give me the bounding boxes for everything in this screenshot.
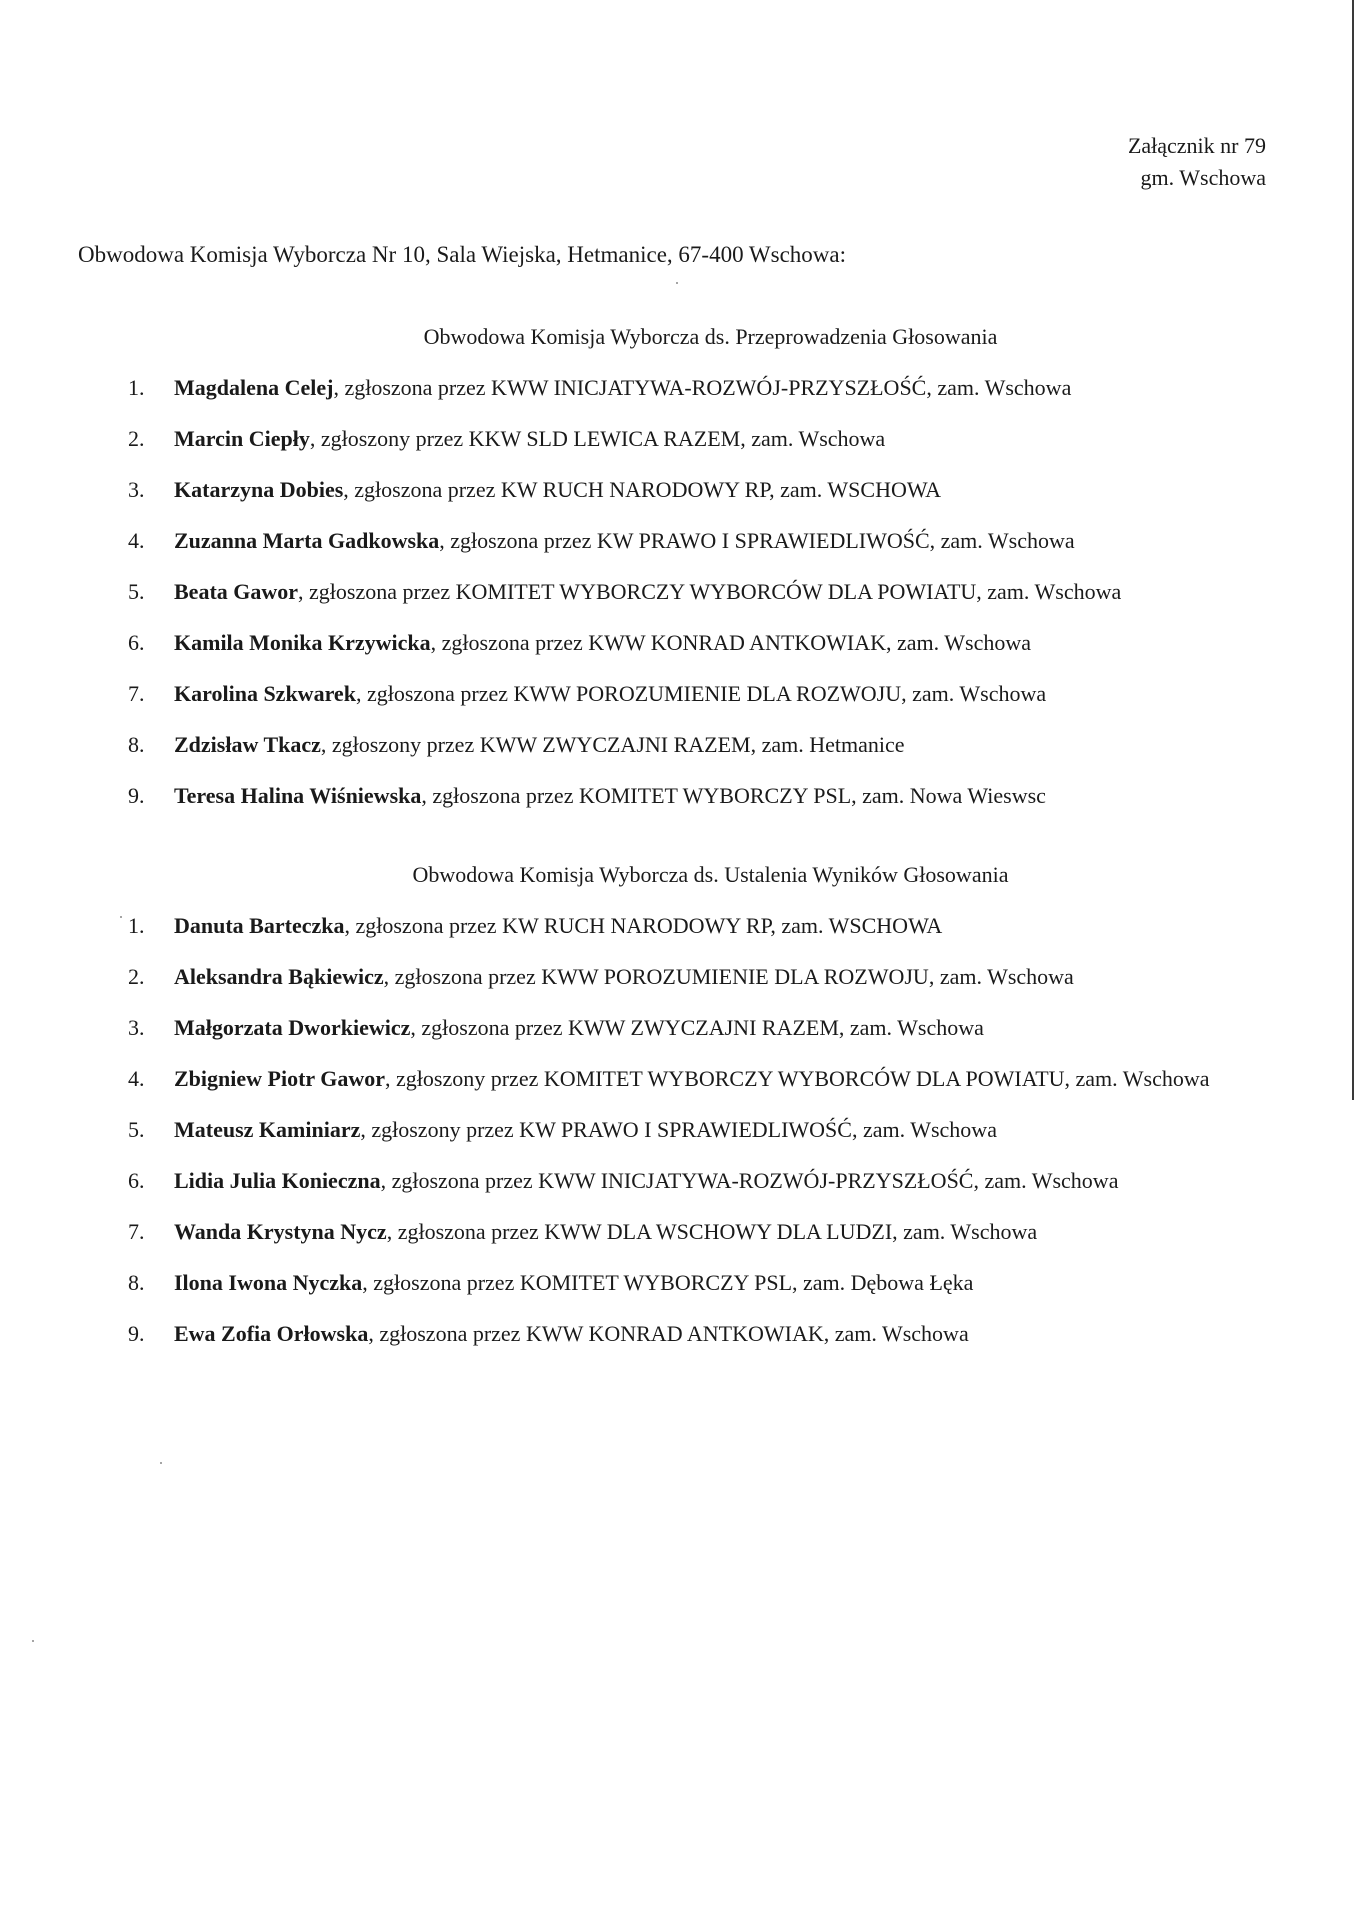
- member-name: Małgorzata Dworkiewicz: [174, 1015, 411, 1040]
- item-number: 2.: [128, 964, 145, 989]
- member-details: , zgłoszony przez KOMITET WYBORCZY WYBORCÓW DLA POWIATU, zam. Wschowa: [385, 1066, 1210, 1091]
- member-details: , zgłoszona przez KWW KONRAD ANTKOWIAK, zam. Wschowa: [368, 1321, 969, 1346]
- member-name: Zuzanna Marta Gadkowska: [174, 528, 440, 553]
- member-name: Zdzisław Tkacz: [174, 732, 321, 757]
- member-details: , zgłoszona przez KWW INICJATYWA-ROZWÓJ-PRZYSZŁOŚĆ, zam. Wschowa: [333, 375, 1072, 400]
- list-item: [128, 1216, 1268, 1247]
- member-details: , zgłoszona przez KWW POROZUMIENIE DLA ROZWOJU, zam. Wschowa: [383, 964, 1074, 989]
- member-details: , zgłoszona przez KOMITET WYBORCZY WYBORCÓW DLA POWIATU, zam. Wschowa: [298, 579, 1122, 604]
- member-details: , zgłoszona przez KW PRAWO I SPRAWIEDLIWOŚĆ, zam. Wschowa: [439, 528, 1075, 553]
- member-name: Ewa Zofia Orłowska: [174, 1321, 369, 1346]
- item-number: 4.: [128, 528, 145, 553]
- member-details: , zgłoszony przez KWW ZWYCZAJNI RAZEM, zam. Hetmanice: [320, 732, 905, 757]
- item-number: 5.: [128, 579, 145, 604]
- member-name: Zbigniew Piotr Gawor: [174, 1066, 386, 1091]
- section-title-conduct: Obwodowa Komisja Wyborcza ds. Przeprowadzenia Głosowania: [423, 324, 998, 349]
- list-item: [128, 961, 1268, 992]
- item-number: 7.: [128, 1219, 145, 1244]
- list-item: [128, 525, 1268, 556]
- member-details: , zgłoszona przez KWW KONRAD ANTKOWIAK, zam. Wschowa: [430, 630, 1032, 655]
- member-details: , zgłoszona przez KW RUCH NARODOWY RP, zam. WSCHOWA: [344, 913, 943, 938]
- scan-speck: [676, 282, 678, 284]
- member-name: Magdalena Celej: [174, 375, 334, 400]
- list-item: [128, 1267, 1268, 1298]
- member-list-conduct: [128, 372, 1268, 831]
- section-title-results: Obwodowa Komisja Wyborcza ds. Ustalenia Wyników Głosowania: [412, 862, 1009, 887]
- item-number: 4.: [128, 1066, 145, 1091]
- list-item: [128, 1063, 1268, 1094]
- list-item: [128, 372, 1268, 403]
- list-item: [128, 1318, 1268, 1349]
- list-item: [128, 910, 1268, 941]
- item-number: 2.: [128, 426, 145, 451]
- member-name: Teresa Halina Wiśniewska: [174, 783, 422, 808]
- item-number: 7.: [128, 681, 145, 706]
- list-item: [128, 576, 1268, 607]
- member-details: , zgłoszona przez KWW DLA WSCHOWY DLA LUDZI, zam. Wschowa: [386, 1219, 1038, 1244]
- scan-speck: [32, 1640, 34, 1642]
- list-item: [128, 1114, 1268, 1145]
- member-details: , zgłoszona przez KOMITET WYBORCZY PSL, zam. Nowa Wieswsc: [421, 783, 1046, 808]
- member-name: Mateusz Kaminiarz: [174, 1117, 361, 1142]
- list-item: [128, 1165, 1268, 1196]
- item-number: 1.: [128, 375, 145, 400]
- item-number: 1.: [128, 913, 145, 938]
- member-name: Karolina Szkwarek: [174, 681, 356, 706]
- item-number: 3.: [128, 477, 145, 502]
- list-item: [128, 678, 1268, 709]
- item-number: 6.: [128, 630, 145, 655]
- member-name: Wanda Krystyna Nycz: [174, 1219, 387, 1244]
- list-item: [128, 1012, 1268, 1043]
- member-name: Ilona Iwona Nyczka: [174, 1270, 363, 1295]
- scan-speck: [160, 1462, 162, 1464]
- member-details: , zgłoszona przez KWW POROZUMIENIE DLA ROZWOJU, zam. Wschowa: [355, 681, 1047, 706]
- list-item: [128, 474, 1268, 505]
- item-number: 3.: [128, 1015, 145, 1040]
- list-item: [128, 729, 1268, 760]
- member-name: Beata Gawor: [174, 579, 299, 604]
- item-number: 5.: [128, 1117, 145, 1142]
- item-number: 8.: [128, 732, 145, 757]
- annex-municipality: gm. Wschowa: [1140, 165, 1266, 190]
- item-number: 9.: [128, 783, 145, 808]
- member-details: , zgłoszona przez KWW ZWYCZAJNI RAZEM, zam. Wschowa: [410, 1015, 984, 1040]
- scan-edge-line: [1352, 0, 1354, 1100]
- member-details: , zgłoszony przez KW PRAWO I SPRAWIEDLIWOŚĆ, zam. Wschowa: [360, 1117, 997, 1142]
- member-details: , zgłoszona przez KW RUCH NARODOWY RP, zam. WSCHOWA: [343, 477, 942, 502]
- item-number: 8.: [128, 1270, 145, 1295]
- member-name: Marcin Ciepły: [174, 426, 310, 451]
- item-number: 6.: [128, 1168, 145, 1193]
- member-list-results: [128, 910, 1268, 1369]
- annex-label: [1128, 130, 1266, 194]
- list-item: [128, 423, 1268, 454]
- member-name: Katarzyna Dobies: [174, 477, 344, 502]
- member-details: , zgłoszona przez KWW INICJATYWA-ROZWÓJ-PRZYSZŁOŚĆ, zam. Wschowa: [380, 1168, 1119, 1193]
- scan-speck: [120, 916, 122, 918]
- list-item: [128, 780, 1268, 811]
- member-name: Aleksandra Bąkiewicz: [174, 964, 384, 989]
- list-item: [128, 627, 1268, 658]
- member-details: , zgłoszona przez KOMITET WYBORCZY PSL, zam. Dębowa Łęka: [362, 1270, 974, 1295]
- member-details: , zgłoszony przez KKW SLD LEWICA RAZEM, zam. Wschowa: [309, 426, 886, 451]
- member-name: Lidia Julia Konieczna: [174, 1168, 381, 1193]
- item-number: 9.: [128, 1321, 145, 1346]
- member-name: Danuta Barteczka: [174, 913, 345, 938]
- annex-number: Załącznik nr 79: [1127, 133, 1266, 158]
- committee-header: Obwodowa Komisja Wyborcza Nr 10, Sala Wiejska, Hetmanice, 67-400 Wschowa:: [78, 242, 846, 267]
- member-name: Kamila Monika Krzywicka: [174, 630, 431, 655]
